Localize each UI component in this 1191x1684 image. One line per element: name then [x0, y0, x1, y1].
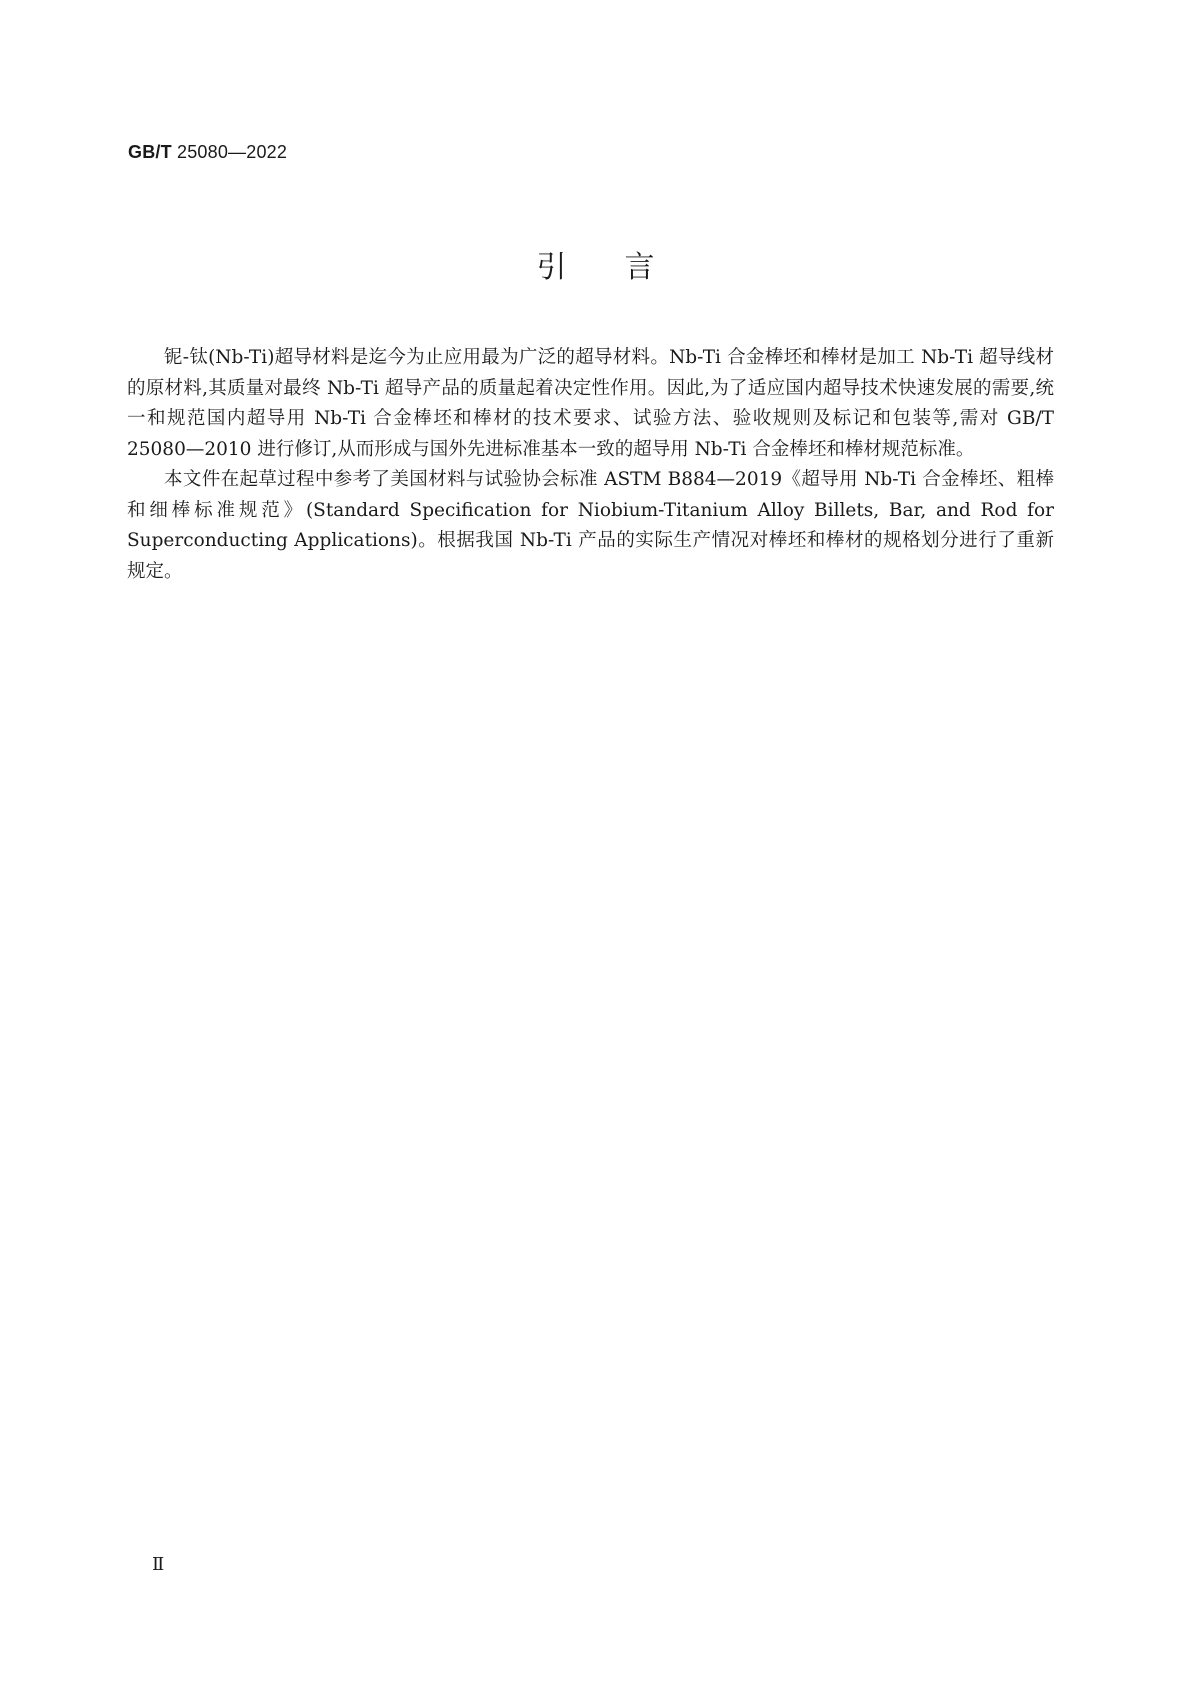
section-title: 引言	[536, 250, 713, 285]
document-code-prefix: GB/T	[128, 142, 172, 162]
document-code-number: 25080—2022	[177, 142, 288, 162]
paragraph-1: 铌-钛(Nb-Ti)超导材料是迄今为止应用最为广泛的超导材料。Nb-Ti 合金棒坯和棒材是加工 Nb-Ti 超导线材的原材料,其质量对最终 Nb-Ti 超导产品的质量起着决定性作用。因此,为了适应国内超导技术快速发展的需要,统一和规范国内超导用 Nb-Ti 合金棒坯和棒材的技术要求、试验方法、验收规则及标记和包装等,需对 GB/T 25080—2010 进行修订,从而形成与国外先进标准基本一致的超导用 Nb-Ti 合金棒坯和棒材规范标准。	[127, 347, 1054, 460]
introduction-body	[127, 343, 1054, 587]
paragraph-2: 本文件在起草过程中参考了美国材料与试验协会标准 ASTM B884—2019《超导用 Nb-Ti 合金棒坯、粗棒和细棒标准规范》(Standard Specification for Niobium-Titanium Alloy Billets, Bar, and Rod for Superconducting Applications)。根据我国 Nb-Ti 产品的实际生产情况对棒坯和棒材的规格划分进行了重新规定。	[127, 469, 1054, 582]
page-number: Ⅱ	[152, 1554, 165, 1575]
document-code	[128, 142, 287, 163]
